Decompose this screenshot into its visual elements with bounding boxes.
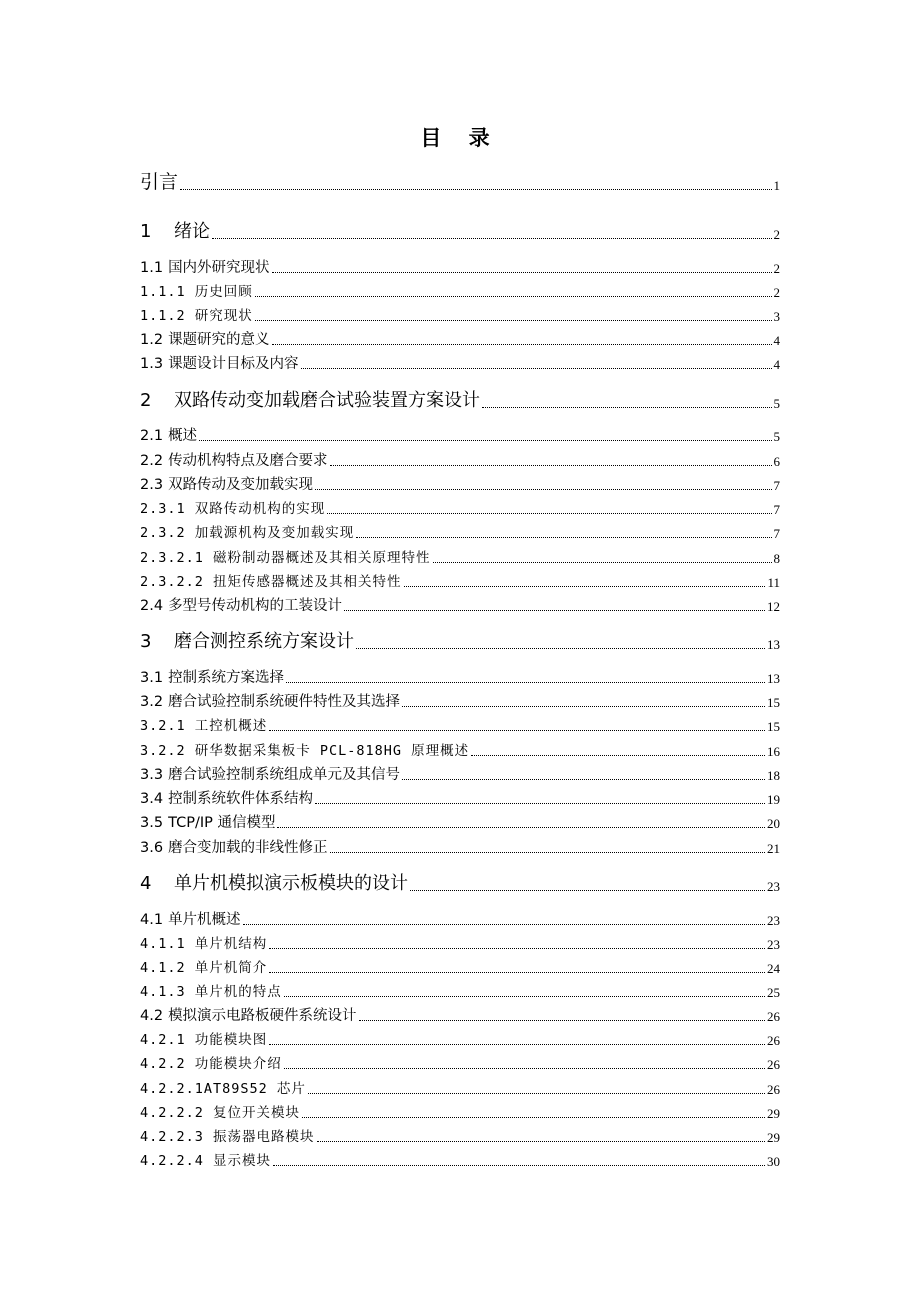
toc-entry-title bbox=[140, 717, 268, 734]
toc-entry-text: 4.2.2.1AT89S52 芯片 bbox=[140, 1080, 306, 1097]
toc-entry[interactable] bbox=[140, 353, 780, 371]
toc-entry-title bbox=[140, 742, 470, 759]
toc-entry-number: 3.6 bbox=[140, 839, 164, 856]
toc-leader-dots bbox=[243, 924, 765, 925]
toc-entry-number: 3.3 bbox=[140, 766, 164, 783]
toc-leader-dots bbox=[272, 272, 772, 273]
toc-entry-text: 4.2.2.2 复位开关模块 bbox=[140, 1104, 301, 1121]
toc-leader-dots bbox=[433, 562, 772, 563]
toc-leader-dots bbox=[301, 368, 772, 369]
toc-page-number: 12 bbox=[767, 599, 780, 614]
toc-entry-text: 模拟演示电路板硬件系统设计 bbox=[168, 1007, 357, 1024]
toc-entry-text: 磨合试验控制系统组成单元及其信号 bbox=[168, 766, 401, 783]
toc-entry-text: 4.2.2.4 显示模块 bbox=[140, 1152, 272, 1169]
toc-entry-text: TCP/IP 通信模型 bbox=[168, 814, 276, 831]
toc-entry-text: 概述 bbox=[168, 427, 198, 444]
toc-entry[interactable] bbox=[140, 872, 780, 893]
toc-entry-text: 磨合测控系统方案设计 bbox=[174, 631, 354, 652]
toc-page-number: 2 bbox=[773, 227, 780, 242]
toc-leader-dots bbox=[269, 972, 765, 973]
toc-entry-title bbox=[140, 429, 197, 444]
toc-leader-dots bbox=[344, 610, 765, 611]
toc-entry-text: 4.1.3 单片机的特点 bbox=[140, 983, 282, 1000]
toc-entry-text: 国内外研究现状 bbox=[168, 259, 270, 276]
toc-entry-title bbox=[140, 1031, 268, 1048]
toc-entry-text: 2.3.2 加载源机构及变加载实现 bbox=[140, 524, 355, 541]
toc-leader-dots bbox=[402, 706, 765, 707]
toc-entry[interactable] bbox=[140, 522, 780, 540]
toc-leader-dots bbox=[272, 344, 772, 345]
toc-entry-title bbox=[140, 307, 253, 324]
toc-page-number: 8 bbox=[773, 551, 780, 566]
toc-entry-title bbox=[140, 599, 342, 614]
toc-page-number: 11 bbox=[767, 575, 780, 590]
toc-page-number: 3 bbox=[773, 309, 780, 324]
toc-leader-dots bbox=[315, 803, 765, 804]
toc-entry[interactable] bbox=[140, 474, 780, 492]
toc-leader-dots bbox=[410, 890, 765, 891]
toc-entry[interactable] bbox=[140, 329, 780, 347]
toc-entry[interactable] bbox=[140, 837, 780, 855]
toc-page-number: 29 bbox=[767, 1130, 780, 1145]
toc-page-number: 15 bbox=[767, 695, 780, 710]
toc-entry-title bbox=[140, 1080, 306, 1097]
toc-entry-title bbox=[140, 959, 268, 976]
toc-entry-number: 2.1 bbox=[140, 427, 164, 444]
toc-entry-number: 4.2 bbox=[140, 1007, 164, 1024]
toc-entry-title bbox=[140, 223, 210, 241]
toc-entry[interactable] bbox=[140, 630, 780, 651]
toc-leader-dots bbox=[317, 1141, 765, 1142]
toc-entry-title bbox=[140, 983, 282, 1000]
toc-entry-title bbox=[140, 633, 354, 651]
toc-page-number: 26 bbox=[767, 1082, 780, 1097]
toc-entry-number: 2.2 bbox=[140, 452, 164, 469]
toc-entry-title bbox=[140, 333, 270, 348]
toc-entry[interactable] bbox=[140, 957, 780, 975]
toc-entry[interactable] bbox=[140, 498, 780, 516]
toc-page-number: 23 bbox=[767, 937, 780, 952]
toc-leader-dots bbox=[255, 320, 772, 321]
toc-leader-dots bbox=[315, 489, 771, 490]
toc-entry[interactable] bbox=[140, 389, 780, 410]
toc-entry-number: 1.3 bbox=[140, 355, 164, 372]
toc-entry-title bbox=[140, 792, 313, 807]
toc-page-number: 30 bbox=[767, 1154, 780, 1169]
toc-page-number: 13 bbox=[767, 671, 780, 686]
toc-entry-title bbox=[140, 1104, 301, 1121]
toc-entry[interactable] bbox=[140, 257, 780, 275]
toc-page-number: 18 bbox=[767, 768, 780, 783]
toc-leader-dots bbox=[199, 440, 771, 441]
toc-entry[interactable] bbox=[140, 425, 780, 443]
toc-entry-title bbox=[140, 573, 402, 590]
toc-entry[interactable] bbox=[140, 170, 780, 192]
toc-entry-title bbox=[140, 768, 400, 783]
toc-page-number: 2 bbox=[773, 261, 780, 276]
toc-page-number: 7 bbox=[773, 526, 780, 541]
toc-entry-title bbox=[140, 1055, 282, 1072]
toc-entry[interactable] bbox=[140, 595, 780, 613]
toc-page-number: 6 bbox=[773, 454, 780, 469]
toc-entry-text: 控制系统方案选择 bbox=[168, 669, 285, 686]
toc-entry-number: 2.3 bbox=[140, 476, 164, 493]
toc-entry-text: 2.3.1 双路传动机构的实现 bbox=[140, 500, 326, 517]
toc-entry-number: 4.1 bbox=[140, 911, 164, 928]
toc-leader-dots bbox=[302, 1117, 765, 1118]
toc-entry-text: 控制系统软件体系结构 bbox=[168, 790, 314, 807]
toc-page-number: 2 bbox=[773, 285, 780, 300]
toc-entry[interactable] bbox=[140, 547, 780, 565]
toc-leader-dots bbox=[330, 465, 772, 466]
toc-page-number: 29 bbox=[767, 1106, 780, 1121]
toc-entry-text: 磨合试验控制系统硬件特性及其选择 bbox=[168, 693, 401, 710]
toc-entry-title bbox=[140, 1128, 315, 1145]
toc-entry[interactable] bbox=[140, 281, 780, 299]
toc-entry[interactable] bbox=[140, 740, 780, 758]
toc-entry[interactable] bbox=[140, 220, 780, 241]
toc-entry-text: 多型号传动机构的工装设计 bbox=[168, 597, 343, 614]
toc-entry-number: 4 bbox=[140, 873, 152, 894]
toc-entry-number: 1.1 bbox=[140, 259, 164, 276]
toc-entry-title bbox=[140, 1152, 272, 1169]
toc-entry-title bbox=[140, 524, 355, 541]
toc-page-number: 4 bbox=[773, 357, 780, 372]
toc-entry-title bbox=[140, 841, 328, 856]
toc-entry-number: 1.2 bbox=[140, 331, 164, 348]
toc-page-number: 7 bbox=[773, 478, 780, 493]
toc-entry[interactable] bbox=[140, 788, 780, 806]
toc-entry[interactable] bbox=[140, 667, 780, 685]
toc-page-number: 23 bbox=[767, 913, 780, 928]
toc-leader-dots bbox=[356, 537, 771, 538]
toc-entry-number: 3 bbox=[140, 631, 152, 652]
toc-leader-dots bbox=[284, 996, 765, 997]
toc-entry-title bbox=[140, 875, 408, 893]
toc-page-number: 24 bbox=[767, 961, 780, 976]
toc-entry[interactable] bbox=[140, 1102, 780, 1120]
toc-entry-title bbox=[140, 695, 400, 710]
toc-page-number: 7 bbox=[773, 502, 780, 517]
toc-entry-number: 1 bbox=[140, 221, 152, 242]
toc-entry[interactable] bbox=[140, 933, 780, 951]
toc-leader-dots bbox=[330, 852, 765, 853]
toc-entry[interactable] bbox=[140, 1053, 780, 1071]
toc-page-number: 16 bbox=[767, 744, 780, 759]
toc-leader-dots bbox=[308, 1093, 765, 1094]
toc-leader-dots bbox=[471, 755, 765, 756]
toc-entry[interactable] bbox=[140, 1126, 780, 1144]
toc-entry-text: 引言 bbox=[140, 171, 179, 193]
toc-leader-dots bbox=[269, 730, 765, 731]
toc-page-number: 26 bbox=[767, 1057, 780, 1072]
toc-leader-dots bbox=[286, 682, 765, 683]
toc-leader-dots bbox=[402, 779, 765, 780]
page-title: 目 录 bbox=[420, 126, 500, 150]
toc-leader-dots bbox=[273, 1165, 765, 1166]
toc-entry-text: 2.3.2.2 扭矩传感器概述及其相关特性 bbox=[140, 573, 402, 590]
toc-entry-title bbox=[140, 454, 328, 469]
toc-page-number: 26 bbox=[767, 1009, 780, 1024]
toc-leader-dots bbox=[269, 1044, 765, 1045]
toc-entry-title bbox=[140, 549, 431, 566]
toc-leader-dots bbox=[180, 189, 771, 190]
toc-entry[interactable] bbox=[140, 1150, 780, 1168]
toc-page-number: 25 bbox=[767, 985, 780, 1000]
toc-entry-text: 单片机概述 bbox=[168, 911, 241, 928]
toc-leader-dots bbox=[284, 1068, 765, 1069]
toc-entry-text: 双路传动变加载磨合试验装置方案设计 bbox=[174, 390, 480, 411]
toc-page-number: 21 bbox=[767, 841, 780, 856]
toc-entry-number: 3.1 bbox=[140, 669, 164, 686]
toc-entry[interactable] bbox=[140, 1029, 780, 1047]
toc-entry-title bbox=[140, 261, 270, 276]
toc-leader-dots bbox=[482, 407, 772, 408]
toc-entry-text: 4.2.2 功能模块介绍 bbox=[140, 1055, 282, 1072]
toc-entry-text: 4.1.1 单片机结构 bbox=[140, 935, 268, 952]
toc-entry-title bbox=[140, 816, 275, 831]
toc-entry[interactable] bbox=[140, 715, 780, 733]
toc-leader-dots bbox=[356, 648, 765, 649]
toc-page-number: 4 bbox=[773, 333, 780, 348]
toc-entry-title bbox=[140, 913, 241, 928]
toc-entry-number: 3.5 bbox=[140, 814, 164, 831]
toc-entry-title bbox=[140, 935, 268, 952]
toc-entry-title bbox=[140, 671, 284, 686]
toc-page-number: 5 bbox=[773, 429, 780, 444]
toc-entry-number: 2.4 bbox=[140, 597, 164, 614]
toc-entry[interactable] bbox=[140, 1078, 780, 1096]
toc-entry-text: 传动机构特点及磨合要求 bbox=[168, 452, 328, 469]
toc-entry-text: 双路传动及变加载实现 bbox=[168, 476, 314, 493]
toc-entry[interactable] bbox=[140, 1005, 780, 1023]
toc-leader-dots bbox=[327, 513, 771, 514]
toc-leader-dots bbox=[359, 1020, 765, 1021]
toc-leader-dots bbox=[277, 827, 765, 828]
toc-leader-dots bbox=[269, 948, 765, 949]
toc-entry-text: 3.2.2 研华数据采集板卡 PCL-818HG 原理概述 bbox=[140, 742, 470, 759]
toc-leader-dots bbox=[255, 296, 772, 297]
toc-entry-number: 3.4 bbox=[140, 790, 164, 807]
toc-page-number: 26 bbox=[767, 1033, 780, 1048]
toc-leader-dots bbox=[212, 238, 772, 239]
toc-page-number: 1 bbox=[773, 178, 780, 193]
toc-entry-text: 3.2.1 工控机概述 bbox=[140, 717, 268, 734]
toc-entry-title bbox=[140, 478, 313, 493]
toc-entry-text: 磨合变加载的非线性修正 bbox=[168, 839, 328, 856]
toc-entry[interactable] bbox=[140, 909, 780, 927]
toc-page-number: 5 bbox=[773, 396, 780, 411]
toc-entry-title bbox=[140, 173, 178, 192]
toc-entry-text: 4.2.2.3 振荡器电路模块 bbox=[140, 1128, 315, 1145]
toc-entry-text: 4.2.1 功能模块图 bbox=[140, 1031, 268, 1048]
toc-entry-title bbox=[140, 283, 253, 300]
toc-page-number: 23 bbox=[767, 879, 780, 894]
toc-entry[interactable] bbox=[140, 571, 780, 589]
toc-entry[interactable] bbox=[140, 305, 780, 323]
toc-entry-text: 课题研究的意义 bbox=[168, 331, 270, 348]
toc-entry[interactable] bbox=[140, 691, 780, 709]
toc-leader-dots bbox=[404, 586, 766, 587]
toc-entry-text: 2.3.2.1 磁粉制动器概述及其相关原理特性 bbox=[140, 549, 431, 566]
toc-entry-text: 1.1.2 研究现状 bbox=[140, 307, 253, 324]
toc-entry[interactable] bbox=[140, 981, 780, 999]
toc-entry-text: 课题设计目标及内容 bbox=[168, 355, 299, 372]
toc-entry-number: 2 bbox=[140, 390, 152, 411]
toc-page-number: 15 bbox=[767, 719, 780, 734]
toc-page-number: 13 bbox=[767, 637, 780, 652]
toc-entry-text: 绪论 bbox=[174, 221, 210, 242]
toc-entry-text: 单片机模拟演示板模块的设计 bbox=[174, 873, 408, 894]
toc-entry-title bbox=[140, 357, 299, 372]
toc-page-number: 20 bbox=[767, 816, 780, 831]
toc-entry-text: 4.1.2 单片机简介 bbox=[140, 959, 268, 976]
toc-entry[interactable] bbox=[140, 764, 780, 782]
toc-entry-title bbox=[140, 392, 480, 410]
toc-entry[interactable] bbox=[140, 812, 780, 830]
toc-page-number: 19 bbox=[767, 792, 780, 807]
toc-entry[interactable] bbox=[140, 450, 780, 468]
toc-entry-title bbox=[140, 1009, 357, 1024]
toc-entry-title bbox=[140, 500, 326, 517]
toc-entry-number: 3.2 bbox=[140, 693, 164, 710]
toc-entry-text: 1.1.1 历史回顾 bbox=[140, 283, 253, 300]
